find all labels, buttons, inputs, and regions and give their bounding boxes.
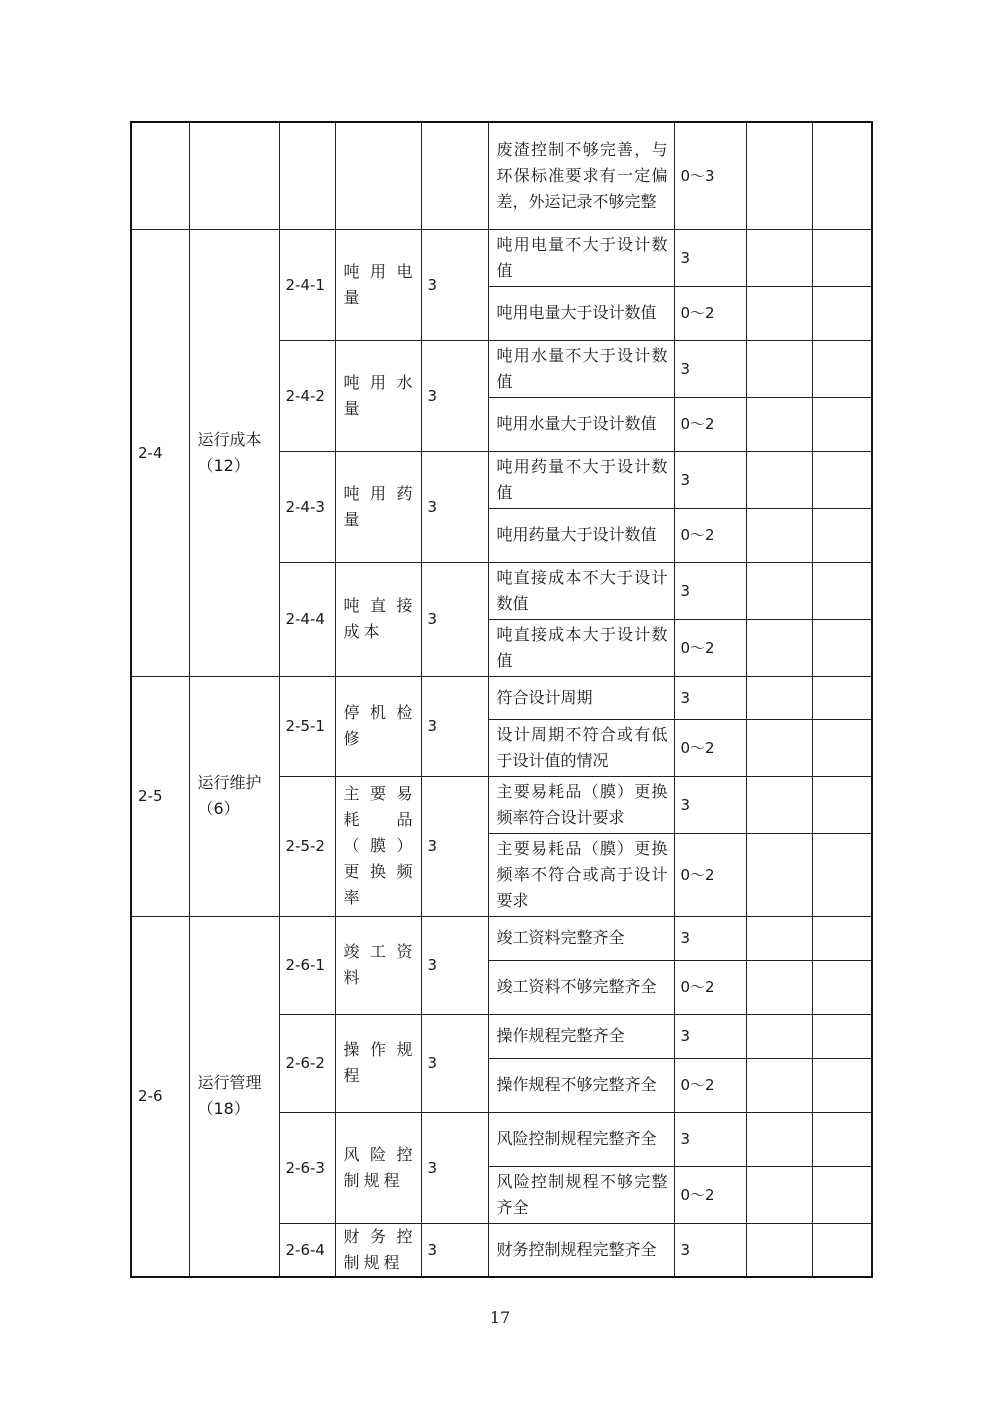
group-code: 2-6 [131, 916, 189, 1277]
item-code: 2-6-1 [279, 916, 335, 1014]
blank-remark-cell [812, 1223, 872, 1277]
criterion-score: 3 [674, 916, 746, 960]
criterion-standard: 吨用水量不大于设计数值 [488, 340, 674, 397]
criterion-standard: 废渣控制不够完善，与环保标准要求有一定偏差，外运记录不够完整 [488, 122, 674, 229]
blank-remark-cell [812, 122, 872, 229]
blank-score-cell [746, 1112, 812, 1166]
criterion-score: 3 [674, 676, 746, 719]
table-row [131, 676, 872, 719]
blank-remark-cell [812, 960, 872, 1014]
criterion-score: 0～2 [674, 508, 746, 562]
criterion-score: 3 [674, 562, 746, 619]
group-name-label: 运行维护 [197, 773, 262, 792]
blank-remark-cell [812, 1014, 872, 1058]
group-name [189, 676, 279, 916]
item-name: 吨用水量 [335, 340, 421, 451]
blank-score-cell [746, 562, 812, 619]
blank-score-cell [746, 229, 812, 286]
criterion-standard: 风险控制规程完整齐全 [488, 1112, 674, 1166]
item-name: 吨用电量 [335, 229, 421, 340]
blank-score-cell [746, 1058, 812, 1112]
item-full-score: 3 [421, 1223, 488, 1277]
group-code: 2-4 [131, 229, 189, 676]
blank-score-cell [746, 619, 812, 676]
blank-score-cell [746, 397, 812, 451]
item-name: 风险控制规程 [335, 1112, 421, 1223]
scoring-table [130, 121, 873, 1278]
table-row [131, 122, 872, 229]
item-full-score: 3 [421, 562, 488, 676]
criterion-standard: 设计周期不符合或有低于设计值的情况 [488, 719, 674, 776]
blank-score-cell [746, 340, 812, 397]
blank-score-cell [746, 122, 812, 229]
blank-remark-cell [812, 676, 872, 719]
criterion-standard: 风险控制规程不够完整齐全 [488, 1166, 674, 1223]
criterion-standard: 吨用电量大于设计数值 [488, 286, 674, 340]
item-code: 2-4-3 [279, 451, 335, 562]
criterion-score: 3 [674, 451, 746, 508]
criterion-standard: 主要易耗品（膜）更换频率符合设计要求 [488, 776, 674, 833]
criterion-standard: 财务控制规程完整齐全 [488, 1223, 674, 1277]
criterion-score: 0～2 [674, 1058, 746, 1112]
blank-remark-cell [812, 451, 872, 508]
item-name: 停机检修 [335, 676, 421, 776]
blank-score-cell [746, 916, 812, 960]
criterion-score: 0～2 [674, 833, 746, 916]
table-row [131, 229, 872, 286]
blank-score-cell [746, 508, 812, 562]
item-code: 2-4-2 [279, 340, 335, 451]
item-full-score: 3 [421, 340, 488, 451]
blank-remark-cell [812, 833, 872, 916]
group-points-label: （12） [197, 455, 250, 475]
criterion-score: 0～3 [674, 122, 746, 229]
blank-score-cell [746, 1166, 812, 1223]
item-code: 2-6-2 [279, 1014, 335, 1112]
criterion-score: 0～2 [674, 960, 746, 1014]
blank-score-cell [746, 776, 812, 833]
empty-cell [421, 122, 488, 229]
item-full-score: 3 [421, 451, 488, 562]
item-code: 2-6-3 [279, 1112, 335, 1223]
empty-cell [131, 122, 189, 229]
criterion-standard: 吨用电量不大于设计数值 [488, 229, 674, 286]
criterion-score: 3 [674, 340, 746, 397]
blank-remark-cell [812, 1112, 872, 1166]
blank-score-cell [746, 1014, 812, 1058]
criterion-score: 0～2 [674, 1166, 746, 1223]
criterion-score: 3 [674, 1223, 746, 1277]
criterion-score: 0～2 [674, 619, 746, 676]
criterion-score: 3 [674, 776, 746, 833]
table-row [131, 916, 872, 960]
item-code: 2-4-4 [279, 562, 335, 676]
blank-score-cell [746, 451, 812, 508]
criterion-standard: 竣工资料完整齐全 [488, 916, 674, 960]
group-code: 2-5 [131, 676, 189, 916]
blank-score-cell [746, 676, 812, 719]
item-code: 2-4-1 [279, 229, 335, 340]
item-full-score: 3 [421, 1112, 488, 1223]
blank-score-cell [746, 286, 812, 340]
blank-remark-cell [812, 776, 872, 833]
empty-cell [279, 122, 335, 229]
criterion-standard: 吨直接成本大于设计数值 [488, 619, 674, 676]
blank-remark-cell [812, 508, 872, 562]
blank-score-cell [746, 833, 812, 916]
group-points-label: （18） [197, 1099, 250, 1118]
blank-remark-cell [812, 229, 872, 286]
criterion-standard: 竣工资料不够完整齐全 [488, 960, 674, 1014]
criterion-standard: 吨用药量不大于设计数值 [488, 451, 674, 508]
criterion-score: 0～2 [674, 286, 746, 340]
criterion-standard: 操作规程不够完整齐全 [488, 1058, 674, 1112]
item-name: 吨直接成本 [335, 562, 421, 676]
group-name [189, 916, 279, 1277]
blank-remark-cell [812, 340, 872, 397]
criterion-standard: 操作规程完整齐全 [488, 1014, 674, 1058]
group-points-label: （6） [197, 799, 240, 818]
item-name: 竣工资料 [335, 916, 421, 1014]
item-full-score: 3 [421, 229, 488, 340]
item-code: 2-6-4 [279, 1223, 335, 1277]
blank-remark-cell [812, 1166, 872, 1223]
blank-remark-cell [812, 719, 872, 776]
group-name [189, 229, 279, 676]
criterion-standard: 主要易耗品（膜）更换频率不符合或高于设计要求 [488, 833, 674, 916]
group-name-label: 运行管理 [197, 1073, 262, 1092]
blank-score-cell [746, 1223, 812, 1277]
blank-score-cell [746, 719, 812, 776]
blank-remark-cell [812, 916, 872, 960]
item-full-score: 3 [421, 1014, 488, 1112]
group-name-label: 运行成本 [197, 429, 262, 449]
item-name: 财务控制规程 [335, 1223, 421, 1277]
item-name: 吨用药量 [335, 451, 421, 562]
empty-cell [335, 122, 421, 229]
item-full-score: 3 [421, 676, 488, 776]
item-code: 2-5-2 [279, 776, 335, 916]
blank-remark-cell [812, 397, 872, 451]
page-number: 17 [489, 1308, 511, 1327]
empty-cell [189, 122, 279, 229]
item-full-score: 3 [421, 916, 488, 1014]
blank-remark-cell [812, 286, 872, 340]
criterion-score: 0～2 [674, 397, 746, 451]
item-full-score: 3 [421, 776, 488, 916]
blank-remark-cell [812, 619, 872, 676]
blank-score-cell [746, 960, 812, 1014]
criterion-standard: 吨用水量大于设计数值 [488, 397, 674, 451]
criterion-score: 3 [674, 229, 746, 286]
item-name: 操作规程 [335, 1014, 421, 1112]
criterion-score: 3 [674, 1014, 746, 1058]
criterion-score: 3 [674, 1112, 746, 1166]
criterion-standard: 符合设计周期 [488, 676, 674, 719]
item-code: 2-5-1 [279, 676, 335, 776]
criterion-standard: 吨直接成本不大于设计数值 [488, 562, 674, 619]
blank-remark-cell [812, 1058, 872, 1112]
item-name: 主要易耗品（膜）更换频率 [335, 776, 421, 916]
blank-remark-cell [812, 562, 872, 619]
criterion-score: 0～2 [674, 719, 746, 776]
criterion-standard: 吨用药量大于设计数值 [488, 508, 674, 562]
